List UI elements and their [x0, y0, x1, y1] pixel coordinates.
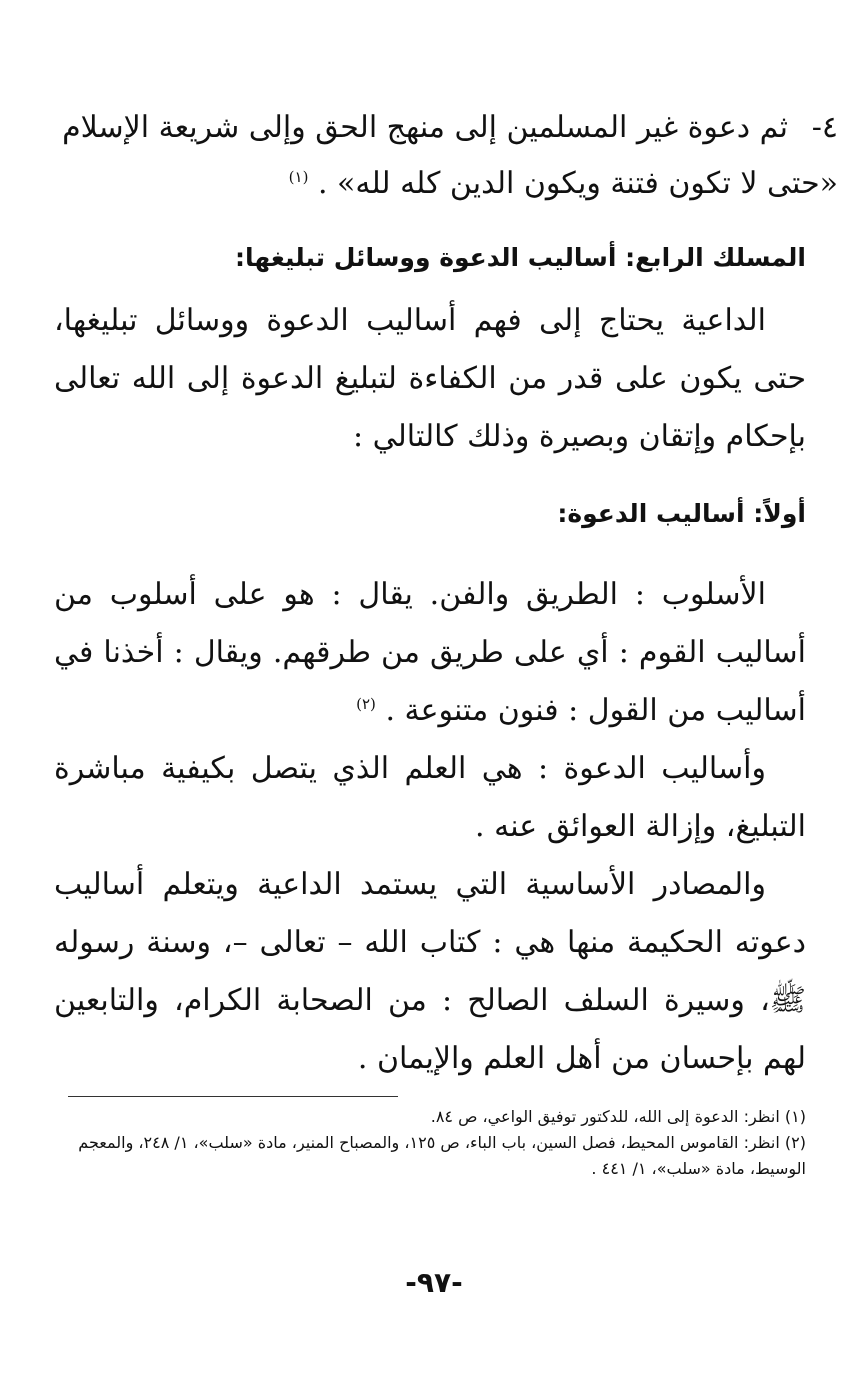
item-number: ٤-: [811, 110, 838, 145]
footnote-2: (٢) انظر: القاموس المحيط، فصل السين، باب الباء، ص ١٢٥، والمصباح المنير، مادة «سلب»، ١/ ٢٤٨، والمعجم الوسيط، مادة «سلب»، ١/ ٤٤١ .: [78, 1133, 806, 1178]
methods-paragraph: وأساليب الدعوة : هي العلم الذي يتصل بكيفية مباشرة التبليغ، وإزالة العوائق عنه .: [54, 751, 806, 844]
intro-paragraph: الداعية يحتاج إلى فهم أساليب الدعوة ووسائل تبليغها، حتى يكون على قدر من الكفاءة لتبليغ الدعوة إلى الله تعالى بإحكام وإتقان وبصيرة وذلك كالتالي :: [54, 303, 806, 454]
numbered-item-4: [54, 100, 838, 212]
footnote-ref-2: (٢): [356, 695, 376, 713]
footnote-divider: [68, 1096, 398, 1097]
subheading-methods: أولاً: أساليب الدعوة:: [557, 499, 806, 528]
sources-paragraph: والمصادر الأساسية التي يستمد الداعية ويتعلم أساليب دعوته الحكيمة منها هي : كتاب الله – تعالى –، وسنة رسوله ﷺ، وسيرة السلف الصالح : من الصحابة الكرام، والتابعين لهم بإحسان من أهل العلم والإيمان .: [54, 867, 806, 1076]
footnote-1: (١) انظر: الدعوة إلى الله، للدكتور توفيق الواعي، ص ٨٤.: [430, 1107, 806, 1126]
footnote-ref-1: (١): [288, 168, 309, 186]
definition-text: الأسلوب : الطريق والفن. يقال : هو على أسلوب من أساليب القوم : أي على طريق من طرقهم. ويقال : أخذنا في أساليب من القول : فنون متنوعة .: [54, 577, 806, 728]
page-number: -٩٧-: [405, 1266, 463, 1299]
item-text: ثم دعوة غير المسلمين إلى منهج الحق وإلى شريعة الإسلام «حتى لا تكون فتنة ويكون الدين كله لله» .: [62, 110, 838, 201]
definition-paragraph: [54, 566, 806, 740]
section-heading: المسلك الرابع: أساليب الدعوة ووسائل تبليغها:: [235, 243, 806, 272]
footnotes: [46, 1104, 806, 1182]
